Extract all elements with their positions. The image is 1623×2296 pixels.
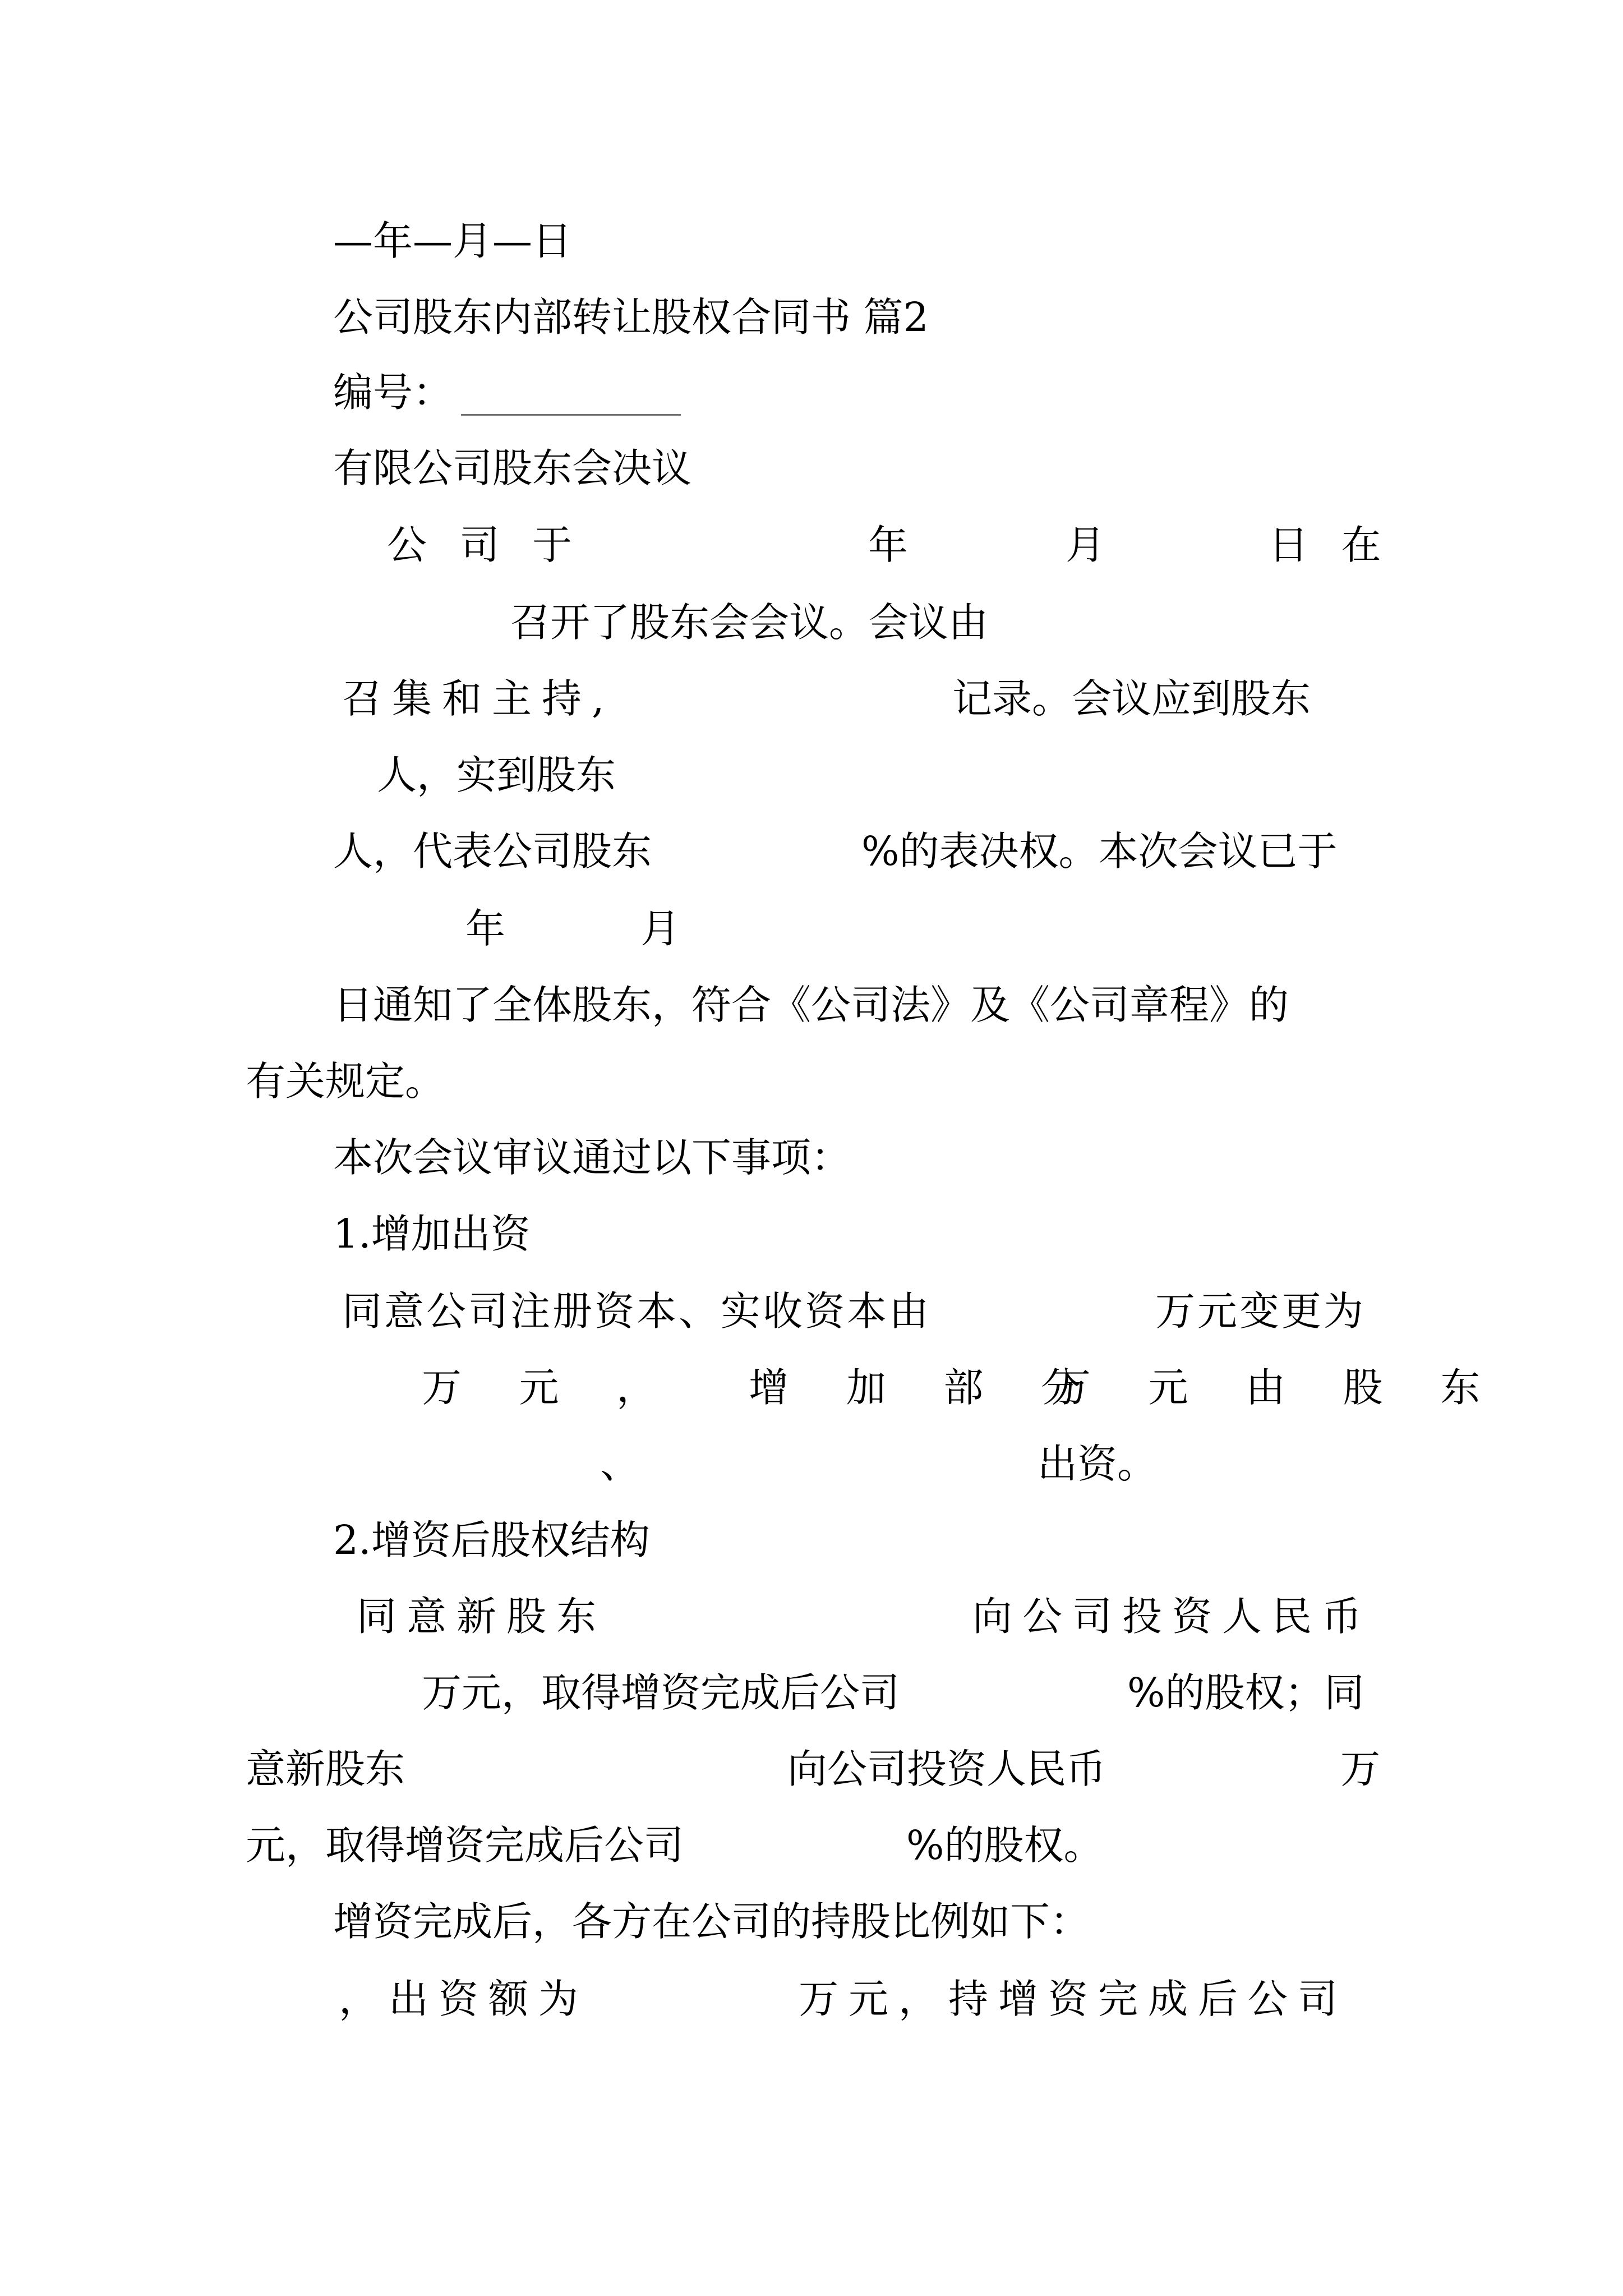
item1-capital-change: 同意公司注册资本、实收资本由 [342,1288,932,1335]
number-blank-line [461,414,681,416]
item2-equity-1: %的股权；同 [1127,1669,1364,1716]
date-line: —年—月—日 [333,218,573,264]
item1-contribute: 出资。 [1038,1441,1158,1487]
p1-notified: 日通知了全体股东，符合《公司法》及《公司章程》的 [333,982,1289,1028]
p1-regulations: 有关规定。 [246,1058,445,1105]
item1-increase-part: 万 元 ， 增 加 部 分 [422,1364,1103,1411]
p1-year: 年 [868,522,909,568]
item1-separator: 、 [600,1441,640,1487]
p1-attended: 人，实到股东 [377,752,616,798]
document-title: 公司股东内部转让股权合同书 篇2 [333,294,929,341]
p1-recorded: 记录。会议应到股东 [952,675,1311,722]
item2-after-increase: 增资完成后，各方在公司的持股比例如下： [333,1898,1090,1945]
p1-company-at: 公 司 于 [387,522,583,568]
p1-represent: 人，代表公司股东 [333,828,652,875]
item2-invest-rmb-2: 向公司投资人民币 [787,1746,1106,1792]
p1-day-at: 日 在 [1269,522,1391,568]
p1-voting-right: %的表决权。本次会议已于 [861,828,1338,875]
item2-wan: 万 [1340,1746,1381,1792]
item2-obtain-1: 万元，取得增资完成后公司 [422,1669,900,1716]
item2-new-shareholder-1: 同意新股东 [357,1593,607,1640]
item2-holding: 万元，持增资完成后公司 [799,1976,1348,2022]
item2-new-shareholder-2: 意新股东 [246,1746,405,1792]
item1-by-shareholder: 万 元 由 股 东 [1051,1364,1503,1411]
item2-title: 2.增资后股权结构 [333,1517,650,1563]
item1-changed-to: 万元变更为 [1155,1288,1366,1335]
number-label: 编号： [333,369,453,416]
p1-notice-month: 月 [640,905,681,952]
item2-invest-rmb-1: 向公司投资人民币 [972,1593,1372,1640]
item2-obtain-2: 元，取得增资完成后公司 [246,1822,684,1869]
p1-meeting-held: 召开了股东会会议。会议由 [510,599,989,646]
item2-contribution-amount: ，出资额为 [339,1976,589,2022]
item2-equity-2: %的股权。 [906,1822,1104,1869]
p1-convened: 召集和主持, [342,675,615,722]
p1-notice-year: 年 [465,905,506,952]
item1-title: 1.增加出资 [333,1211,531,1257]
resolution-heading: 有限公司股东会决议 [333,445,692,491]
p1-month: 月 [1066,522,1106,568]
matters-intro: 本次会议审议通过以下事项： [333,1134,851,1181]
